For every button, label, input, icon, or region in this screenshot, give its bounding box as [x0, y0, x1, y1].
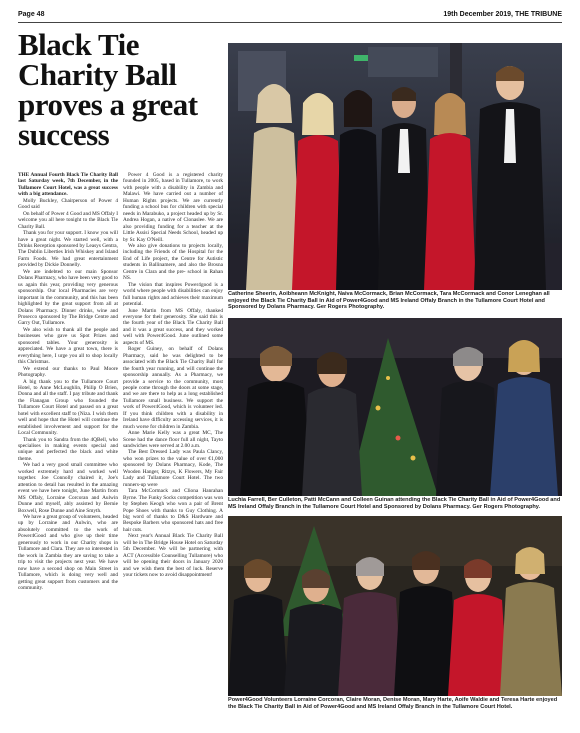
article-paragraph: A big thank you to the Tullamore Court Hotel, to Anne McLoughlin, Philip O Brien, Donna and all the staff. I pay tribute and thank the Flanagan Group who founded the Tullamore Court Hotel and passed on a great hotel with excellent staff to (Niza. I wish them well and hope that the Hotel will continue the established involvement and support for the Local Community. [18, 378, 118, 437]
photo-four-women [228, 318, 562, 496]
article-paragraph: Power 4 Good is a registered charity founded in 2005, based in Tullamore, to work with people with a disability in Zambia and Malawi. We have carried out a number of Human Rights projects. We are currently funding a school bus for children with special needs in Marabuko, a project headed up by Sr. Andrea Hogan, a native of Clonaslee. We are also providing funding for a teacher at the Little Assisi Special Needs School, headed up by Sr. Kay O'Neill. [123, 172, 223, 243]
caption-photo-3: Power4Good Volunteers Lorraine Corcoran, Claire Moran, Denise Moran, Mary Harte, Aoife Waldie and Teresa Harte enjoyed the Black Tie Charity Ball in Aid of Power4Good and MS Ireland Offaly Branch in the Tullamore Court Hotel. [228, 697, 558, 710]
article-paragraph: THE Annual Fourth Black Tie Charity Ball last Saturday week, 7th December, in the Tullamore Court Hotel, was a great success with a big attendance. [18, 172, 118, 198]
article-column-2 [123, 172, 223, 712]
article-paragraph: The Best Dressed Lady was Paula Clancy, who won prizes to the value of over €1,000 sponsored by Dolans Pharmacy, Kode, The Wooden Hanger, Ritzys, K Flowers, My Fair Lady and Tullamore Court Hotel. The two runners-up were [123, 449, 223, 488]
article-paragraph: Anne Marie Kelly was a great MC, The Scene had the dance floor full all night, Tayto sandwiches were served at 2.00 a.m. [123, 430, 223, 450]
photo-gala-group [228, 43, 562, 290]
article-paragraph: Thank you for your support. I know you will have a great night. We started well, with a Drinks Reception sponsored by Leasys Gentra, The Dublin Liberties Irish Whiskey and Island Farm Foods. We had great entertainment provided by Dickie Donnelly. [18, 230, 118, 269]
issue-date: 19th December 2019, THE TRIBUNE [443, 10, 562, 18]
caption-photo-2: Luchia Farrell, Ber Culleton, Patti McCann and Colleen Guinan attending the Black Tie Charity Ball in Aid of Power4Good and MS Ireland Offaly Branch in the Tullamore Court Hotel and Sponsored by Dolans Pharmacy. Ger Rogers Photography. [228, 497, 561, 510]
photo-volunteers-image [228, 516, 562, 696]
article-paragraph: Next year's Annual Black Tie Charity Ball will be in The Bridge House Hotel on Saturday 5th December. We will be partnering with ACT (Accessible Counselling Tullamore) who will be opening their doors in January 2020 and we wish them the best of luck. Reserve your tickets now to avoid disappointment! [123, 533, 223, 579]
article-column-1 [18, 172, 118, 712]
article-paragraph: We also give donations to projects locally, including the Friends of the Hospital for the End of Life project, the Centre for Autistic students in Ballinamere, and also the Brosna Centre in Clara and the pre- school in Rahan NS. [123, 242, 223, 282]
photo-four-women-image [228, 318, 562, 496]
article-paragraph: June Martin from MS Offaly, thanked everyone for their generosity. She said this is the fourth year of the Black Tie Charity Ball and it was a great success, and they worked well with Power4Good. June outlined some aspects of MS. [123, 307, 223, 346]
article-paragraph: We had a very good small committee who worked extremely hard and worked well together. Joe Connolly chaired it, Joe's attention to detail has resulted in the amazing event we have here tonight, June Martin from MS Offaly, Lorraine Corcoran and Aulwin Dunne and myself, ably assisted by Bernie Boxwell, Rose Dunne and Aine Smyth. [18, 462, 118, 514]
page-number: Page 48 [18, 10, 45, 18]
article-paragraph: Thank you to Sandra from the 4QBell, who specialises in making events special and unique and perfected the black and white theme. [18, 436, 118, 462]
article-paragraph: Tara McCormack and Cliona Hanrahan Byrne. The Funky Socks competition was won by Stephen Keogh who won a pair of Brent Pope Shoes with thanks to Guy Clothing. A big word of thanks to D&S Hardware and Bespoke Barbers who sponsored hats and free hair cuts. [123, 488, 223, 533]
article-paragraph: We also wish to thank all the people and businesses who gave us Spot Prizes and sponsored tables. Your generosity is appreciated. We have a great town, there is everything here, I urge you all to shop locally this Christmas. [18, 326, 118, 366]
headline: Black Tie Charity Ball proves a great success [18, 27, 198, 152]
article-paragraph: On behalf of Power 4 Good and MS Offaly I welcome you all here tonight to the Black Tie Charity Ball. [18, 210, 118, 230]
photo-volunteers [228, 516, 562, 696]
article-paragraph: We are indebted to our main Sponsor Dolans Pharmacy, who have been very good to us again this year, providing very generous sponsorship. Our local Pharmacies are very important in the community, and this has been highlighted by the great support from all at Dolans Pharmacy. Dinner drinks, wine and Prosecco sponsored by The Bridge Centre and Garry Out, Tullamore. [18, 268, 118, 327]
article-paragraph: Roger Guiney, on behalf of Dolans Pharmacy, said he was delighted to be associated with the Black Tie Charity Ball for the fourth year running, and will continue the sponsorship annually. As a Pharmacy, we provide a service to the community, most people come through the doors at some stage, and we are there to help as a long established Tullamore small business. We support the work of Power4Good, which is volunteer led. If you think children with a disability in Ireland have difficulty accessing services, it is much worse for children in Zambia. [123, 346, 223, 430]
article-paragraph: The vision that inspires Power4good is a world where people with disabilities can enjoy full human rights and achieves their maximum potential. [123, 281, 223, 308]
header-rule [18, 22, 562, 23]
page-header [18, 8, 562, 20]
article-paragraph: We extend our thanks to Paul Moore Photography. [18, 365, 118, 379]
caption-photo-1: Catherine Sheerin, Aoibheann McKnight, Naiva McCormack, Brian McCormack, Tara McCormack and Conor Leneghan all enjoyed the Black Tie Charity Ball in Aid of Power4Good and MS Ireland Offaly Branch in the Tullamore Court Hotel and Sponsored by Dolans Pharmacy. Ger Rogers Photography. [228, 291, 550, 311]
article-paragraph: Molly Buckley, Chairperson of Power 4 Good said [18, 197, 118, 211]
photo-gala-group-image [228, 43, 562, 290]
article-paragraph: We have a great group of volunteers, headed up by Lorraine and Aulwin, who are absolutely committed to the work of Power4Good and who give up their time generously to work in our Charity shops in Tullamore and Clara. They are so interested in the work in Zambia they are saving to take a trip to visit the projects next year. We have now have a second shop on Main Street in Tullamore, which is doing very well and getting great support from customers and the community. [18, 514, 118, 591]
